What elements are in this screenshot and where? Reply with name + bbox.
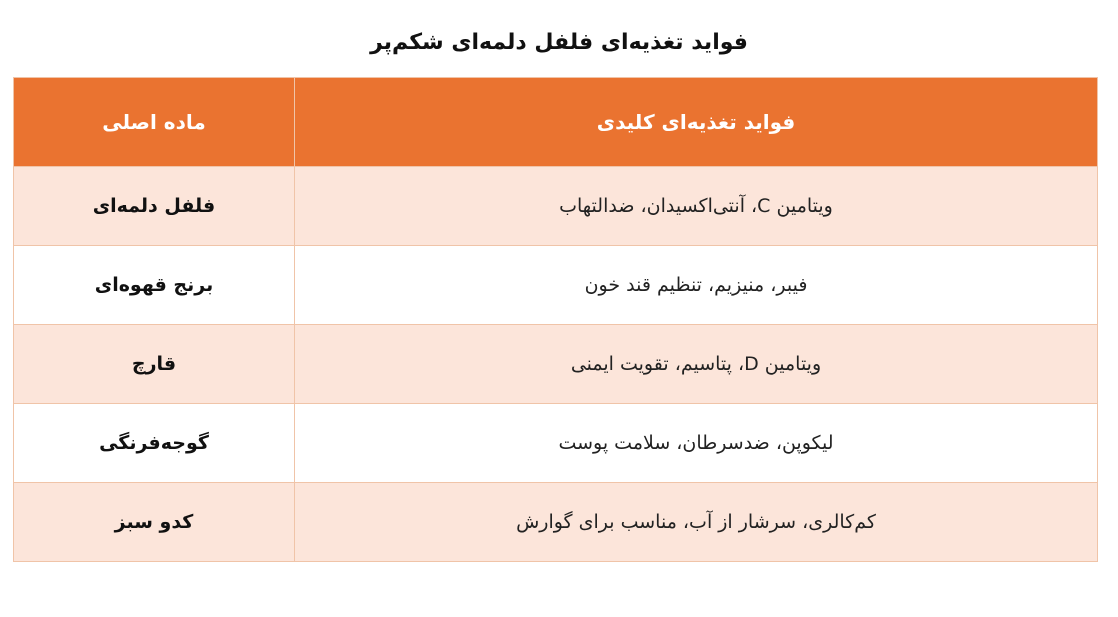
table-row <box>14 325 1098 404</box>
page-title: فواید تغذیه‌ای فلفل دلمه‌ای شکم‌پر <box>370 30 748 55</box>
cell-main: گوجه‌فرنگی <box>14 404 295 483</box>
cell-benefits: فیبر، منیزیم، تنظیم قند خون <box>295 246 1098 325</box>
column-header-main: ماده اصلی <box>14 78 295 167</box>
table-row <box>14 246 1098 325</box>
table-row <box>14 167 1098 246</box>
cell-main: برنج قهوه‌ای <box>14 246 295 325</box>
column-header-benefits: فواید تغذیه‌ای کلیدی <box>295 78 1098 167</box>
nutrition-benefits-table <box>13 77 1098 562</box>
cell-benefits: لیکوپن، ضدسرطان، سلامت پوست <box>295 404 1098 483</box>
cell-benefits: ویتامین C، آنتی‌اکسیدان، ضدالتهاب <box>295 167 1098 246</box>
table-header <box>14 78 1098 167</box>
cell-benefits: ویتامین D، پتاسیم، تقویت ایمنی <box>295 325 1098 404</box>
table-body <box>14 167 1098 562</box>
cell-main: قارچ <box>14 325 295 404</box>
table-row <box>14 483 1098 562</box>
cell-main: کدو سبز <box>14 483 295 562</box>
cell-benefits: کم‌کالری، سرشار از آب، مناسب برای گوارش <box>295 483 1098 562</box>
table-row <box>14 404 1098 483</box>
table-header-row <box>14 78 1098 167</box>
table-container <box>0 77 1118 562</box>
cell-main: فلفل دلمه‌ای <box>14 167 295 246</box>
